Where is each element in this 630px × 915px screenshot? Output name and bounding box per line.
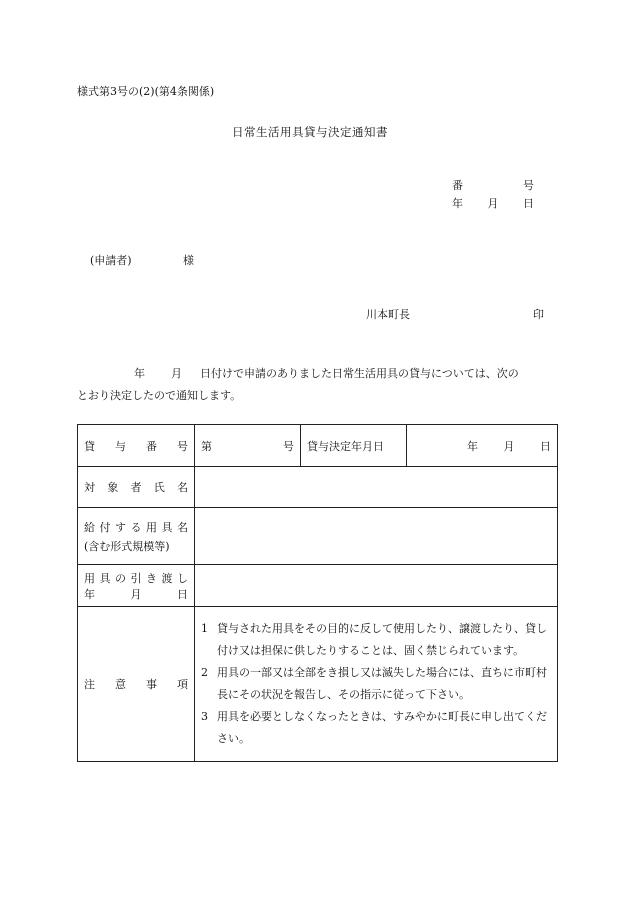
loan-number-value-chars [201,438,294,454]
loan-number-prefix: 第 [201,439,212,453]
label-char: 号 [177,439,188,453]
label-char: き [146,571,157,585]
decision-day: 日 [540,439,551,453]
handover-date-value [195,565,558,607]
seal-mark: 印 [533,308,544,321]
label-char: 引 [130,571,142,585]
label-char: の [115,571,126,585]
item-name-label [78,508,195,565]
decision-date-chars [413,438,551,454]
note-text: 貸与された用具をその目的に反して使用したり、譲渡したり、貸し付け又は担保に供したりすることは、固く禁じられています。 [217,622,547,657]
label-char: し [177,571,188,585]
label-char: 事 [146,678,157,691]
label-char: 日 [177,587,188,601]
note-number: 3 [201,710,208,723]
label-char: 貸 [84,439,95,453]
reference-number [452,177,534,193]
label-char: 象 [107,481,119,494]
note-number: 1 [201,622,208,635]
subject-name-label-chars [84,479,188,495]
label-char: 与 [115,439,126,453]
loan-number-label-chars [84,438,188,454]
body-line1-text: 日付けで申請のありました日常生活用具の貸与については、次の [200,367,519,380]
label-char: 年 [84,587,95,601]
label-char: 用 [84,571,95,585]
item-name-label-note: (含む形式規模等) [84,539,170,553]
item-name-value [195,508,558,565]
note-number: 2 [201,666,208,679]
loan-number-value [195,425,301,467]
note-item [201,706,551,750]
reference-date [452,195,534,211]
decision-date-label: 貸与決定年月日 [301,425,407,467]
body-line-2: とおり決定したので通知します。 [77,389,242,402]
label-char: 意 [115,678,126,691]
label-char: る [130,520,142,534]
label-char: 渡 [161,571,173,585]
handover-date-label [78,565,195,607]
reference-number-suffix: 号 [523,179,534,192]
label-char: 具 [161,520,173,534]
label-char: 番 [146,439,157,453]
label-char: 付 [99,520,111,534]
decision-table [77,424,558,762]
label-char: 者 [130,481,142,494]
notes-label [78,607,195,762]
label-char: 項 [177,678,188,691]
loan-number-suffix: 号 [283,439,294,453]
addressee-honorific: 様 [183,254,194,267]
issuer-name: 川本町長 [366,308,410,321]
form-number: 様式第3号の(2)(第4条関係) [77,85,215,98]
note-item [201,662,551,706]
label-char: 用 [146,520,157,534]
label-char: 対 [84,481,95,494]
label-char: 月 [130,587,142,601]
note-text: 用具を必要としなくなったときは、すみやかに町長に申し出てください。 [217,710,547,745]
label-char: 名 [177,481,188,494]
decision-month: 月 [503,439,515,453]
notification-body [77,363,557,407]
notes-row [78,607,558,762]
loan-number-row [78,425,558,467]
addressee-label: (申請者) [90,254,132,267]
loan-number-label [78,425,195,467]
handover-date-row [78,565,558,607]
label-char: 具 [99,571,111,585]
item-name-row [78,508,558,565]
reference-year: 年 [452,197,463,210]
label-char: 給 [84,520,95,534]
handover-date-chars [84,586,188,602]
note-text: 用具の一部又は全部をき損し又は滅失した場合には、直ちに市町村長にその状況を報告し、その指示に従って下さい。 [217,666,547,701]
reference-month: 月 [487,197,499,210]
document-title: 日常生活用具貸与決定通知書 [232,125,388,139]
label-char: 名 [177,520,188,534]
note-item [201,618,551,662]
decision-year: 年 [467,439,478,453]
handover-label-chars [84,570,188,586]
decision-date-value [407,425,558,467]
body-month: 月 [171,367,182,380]
body-year: 年 [134,367,145,380]
label-char: 注 [84,678,95,691]
reference-number-label: 番 [452,179,463,192]
subject-name-label [78,467,195,508]
label-char: 氏 [153,481,165,494]
item-name-label-chars [84,519,188,535]
label-char: す [115,520,126,534]
notes-content [195,607,558,762]
notes-list [201,618,551,750]
notes-label-chars [84,676,188,692]
reference-day: 日 [523,197,534,210]
subject-name-row [78,467,558,508]
subject-name-value [195,467,558,508]
body-line-1 [77,363,557,385]
